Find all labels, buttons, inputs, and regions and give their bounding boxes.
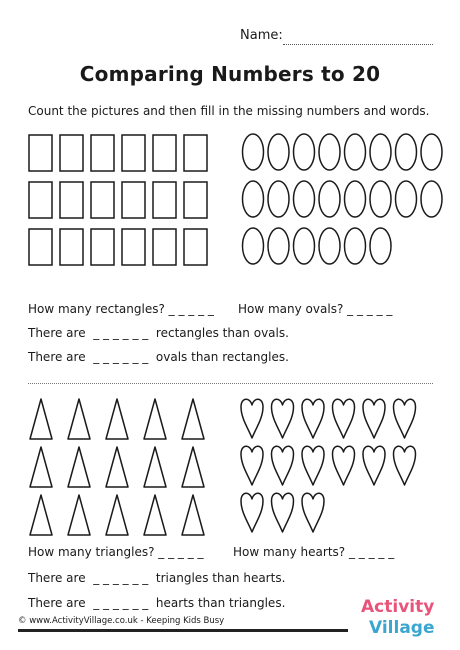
rectangle-shape xyxy=(122,135,145,171)
oval-shape xyxy=(421,181,442,217)
triangle-shape xyxy=(182,447,204,487)
oval-shape xyxy=(268,228,289,264)
heart-shape xyxy=(241,493,263,532)
instructions: Count the pictures and then fill in the missing numbers and words. xyxy=(28,104,430,118)
heart-shape xyxy=(333,399,355,438)
oval-shape xyxy=(319,228,340,264)
oval-shape xyxy=(243,134,264,170)
oval-shape xyxy=(294,181,315,217)
question-hearts: How many hearts? _ _ _ _ _ xyxy=(233,545,395,559)
triangle-shape xyxy=(30,495,52,535)
heart-shape xyxy=(363,399,385,438)
oval-shape xyxy=(268,181,289,217)
rectangle-shape xyxy=(29,135,52,171)
rectangle-shape xyxy=(122,229,145,265)
section-divider xyxy=(28,383,433,384)
oval-shape xyxy=(370,228,391,264)
activity-village-logo xyxy=(355,590,445,645)
rectangle-shape xyxy=(60,135,83,171)
heart-shape xyxy=(272,493,294,532)
heart-shape xyxy=(272,446,294,485)
rectangle-shape xyxy=(91,182,114,218)
rectangles-group xyxy=(29,135,207,265)
logo-line2: Village xyxy=(369,618,435,638)
rectangle-shape xyxy=(29,182,52,218)
triangle-shape xyxy=(106,399,128,439)
triangle-shape xyxy=(106,495,128,535)
hearts-group xyxy=(241,399,416,532)
triangles-group xyxy=(30,399,204,535)
rectangle-shape xyxy=(60,182,83,218)
copyright-text: © www.ActivityVillage.co.uk - Keeping Kids Busy xyxy=(18,616,225,626)
triangle-shape xyxy=(68,495,90,535)
triangle-shape xyxy=(68,447,90,487)
question-rectangles: How many rectangles? _ _ _ _ _ xyxy=(28,302,214,316)
oval-shape xyxy=(345,134,366,170)
question-ovals: How many ovals? _ _ _ _ _ xyxy=(238,302,393,316)
rectangle-shape xyxy=(184,182,207,218)
triangle-shape xyxy=(144,399,166,439)
oval-shape xyxy=(319,134,340,170)
oval-shape xyxy=(370,134,391,170)
oval-shape xyxy=(294,134,315,170)
triangle-shape xyxy=(30,399,52,439)
heart-shape xyxy=(302,399,324,438)
page-title: Comparing Numbers to 20 xyxy=(79,62,381,86)
rectangle-shape xyxy=(60,229,83,265)
oval-shape xyxy=(345,181,366,217)
question-triangles: How many triangles? _ _ _ _ _ xyxy=(28,545,204,559)
oval-shape xyxy=(243,181,264,217)
heart-shape xyxy=(363,446,385,485)
triangle-shape xyxy=(68,399,90,439)
oval-shape xyxy=(345,228,366,264)
heart-shape xyxy=(333,446,355,485)
rectangle-shape xyxy=(153,229,176,265)
name-label: Name: xyxy=(240,28,283,43)
oval-shape xyxy=(268,134,289,170)
sentence-rectangles-vs-ovals: There are _ _ _ _ _ _ rectangles than ovals. xyxy=(28,326,289,340)
triangle-shape xyxy=(106,447,128,487)
oval-shape xyxy=(421,134,442,170)
oval-shape xyxy=(396,181,417,217)
triangle-shape xyxy=(144,447,166,487)
triangle-shape xyxy=(144,495,166,535)
rectangle-shape xyxy=(29,229,52,265)
oval-shape xyxy=(294,228,315,264)
oval-shape xyxy=(370,181,391,217)
oval-shape xyxy=(396,134,417,170)
rectangle-shape xyxy=(153,182,176,218)
heart-shape xyxy=(394,399,416,438)
triangle-shape xyxy=(182,495,204,535)
rectangle-shape xyxy=(184,229,207,265)
sentence-ovals-vs-rectangles: There are _ _ _ _ _ _ ovals than rectangles. xyxy=(28,350,289,364)
sentence-triangles-vs-hearts: There are _ _ _ _ _ _ triangles than hearts. xyxy=(28,571,286,585)
heart-shape xyxy=(241,446,263,485)
heart-shape xyxy=(241,399,263,438)
oval-shape xyxy=(243,228,264,264)
ovals-group xyxy=(243,134,443,264)
heart-shape xyxy=(394,446,416,485)
sentence-hearts-vs-triangles: There are _ _ _ _ _ _ hearts than triangles. xyxy=(28,596,286,610)
rectangle-shape xyxy=(91,229,114,265)
logo-line1: Activity xyxy=(361,597,435,617)
triangle-shape xyxy=(30,447,52,487)
heart-shape xyxy=(272,399,294,438)
triangle-shape xyxy=(182,399,204,439)
rectangle-shape xyxy=(153,135,176,171)
rectangle-shape xyxy=(91,135,114,171)
heart-shape xyxy=(302,446,324,485)
rectangle-shape xyxy=(184,135,207,171)
oval-shape xyxy=(319,181,340,217)
rectangle-shape xyxy=(122,182,145,218)
footer-rule xyxy=(18,629,348,632)
heart-shape xyxy=(302,493,324,532)
